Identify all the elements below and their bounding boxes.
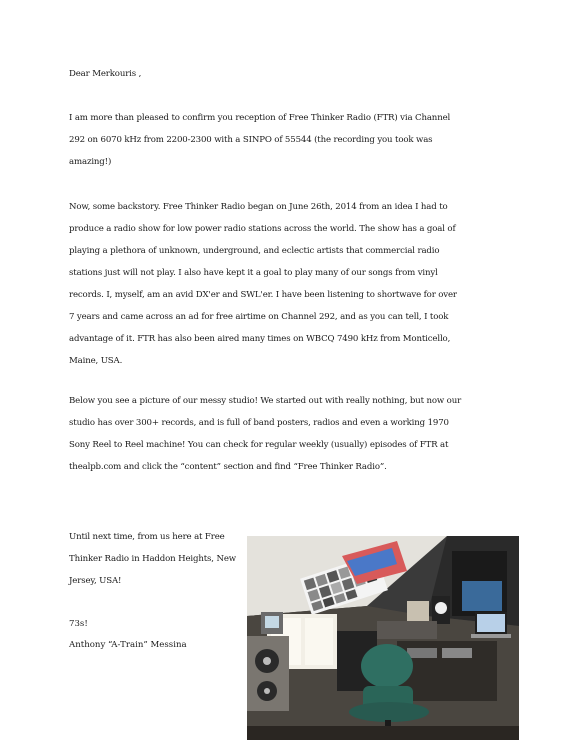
signoff: Until next time, from us here at Free Thinker Radio in Haddon Heights, New Jersey, USA! [69, 532, 236, 586]
signature: Anthony “A-Train” Messina [69, 640, 187, 650]
paragraph-backstory: Now, some backstory. Free Thinker Radio began on June 26th, 2014 from an idea I had to produce a radio show for low power radio stations across the world. The show has a goal of playing a plethora of unknown, underground, and eclectic artists that commercial radio stations just will not play. I also have kept it a goal to play many of our songs from vinyl records. I, myself, am an avid DX'er and SWL'er. I have been listening to shortwave for over 7 years and came across an ad for free airtime on Channel 292, and as you can tell, I took advantage of it. FTR has also been aired many times on WBCQ 7490 kHz from Monticello, Maine, USA. [69, 202, 457, 366]
paragraph-studio: Below you see a picture of our messy studio! We started out with really nothing, but now our studio has over 300+ records, and is full of band posters, radios and even a working 1970 Sony Reel to Reel machine! You can check for regular weekly (usually) episodes of FTR at thealpb.com and click the “content” section and find “Free Thinker Radio”. [69, 396, 462, 472]
paragraph-reception-confirmation: I am more than pleased to confirm you reception of Free Thinker Radio (FTR) via Channel 292 on 6070 kHz from 2200-2300 with a SINPO of 55544 (the recording you took was amazing!) [69, 113, 451, 167]
studio-photo [247, 536, 519, 740]
salutation: Dear Merkouris , [69, 69, 142, 79]
closing: 73s! [69, 619, 88, 629]
